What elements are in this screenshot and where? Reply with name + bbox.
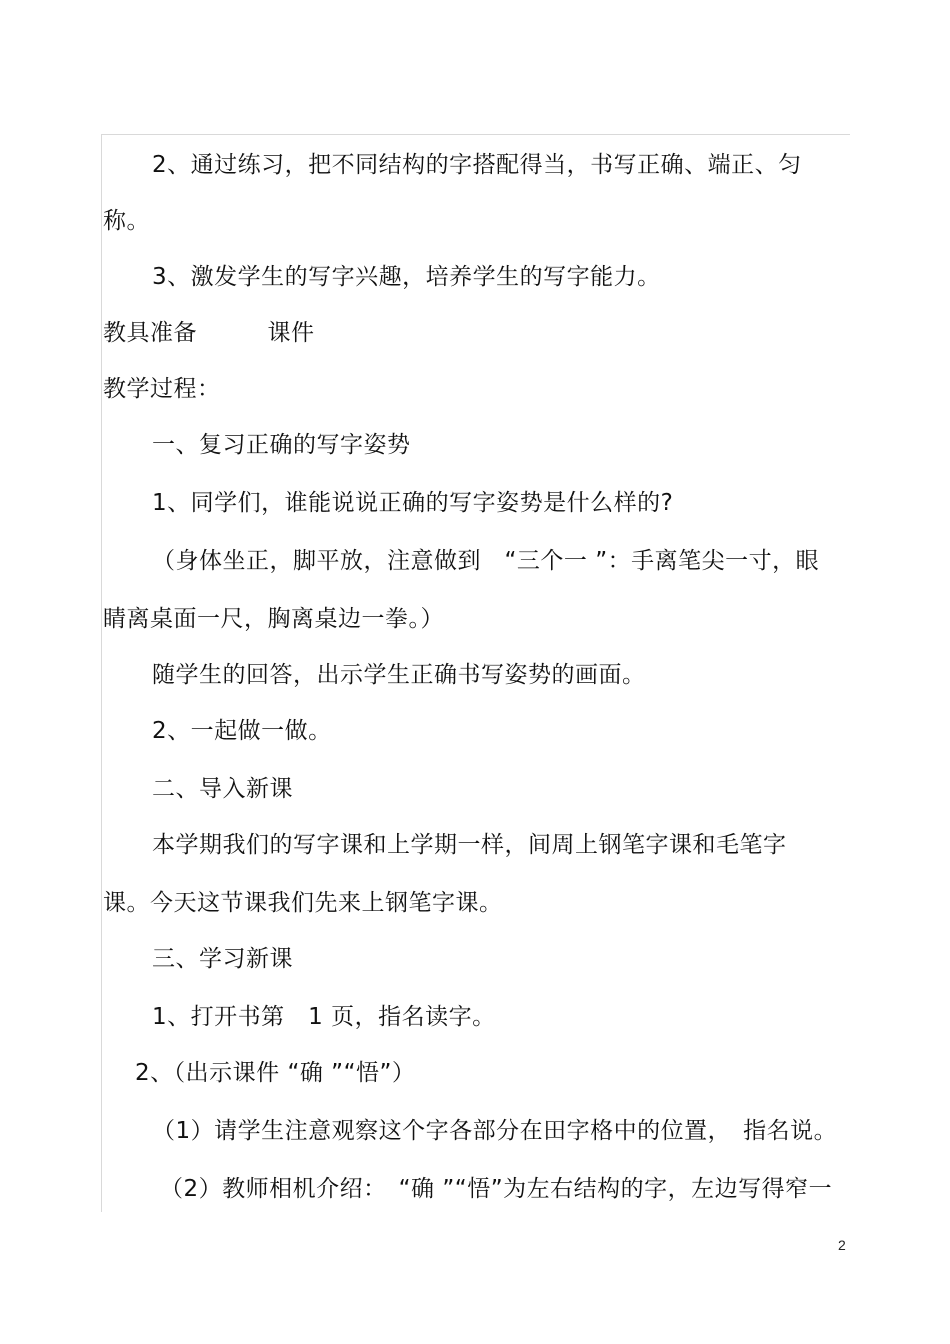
text-line: 3、激发学生的写字兴趣，培养学生的写字能力。 [152, 264, 661, 290]
page-number: 2 [838, 1237, 846, 1253]
page-top-rule [101, 134, 850, 135]
text-line: 睛离桌面一尺，胸离桌边一拳。） [103, 606, 444, 632]
text-line: 2、（出示课件 “确 ”“悟”） [135, 1060, 416, 1086]
text-line: （身体坐正，脚平放，注意做到 “三个一 ”：手离笔尖一寸，眼 [152, 548, 820, 574]
text-line: 1、同学们，谁能说说正确的写字姿势是什么样的? [152, 490, 674, 516]
text-line: 课。今天这节课我们先来上钢笔字课。 [103, 890, 503, 916]
text-line: 2、通过练习，把不同结构的字搭配得当，书写正确、端正、匀 [152, 152, 802, 178]
text-line: （1）请学生注意观察这个字各部分在田字格中的位置， 指名说。 [152, 1118, 838, 1144]
text-line: 本学期我们的写字课和上学期一样，间周上钢笔字课和毛笔字 [152, 832, 787, 858]
text-line: 称。 [103, 208, 150, 234]
text-line: 1、打开书第 1 页，指名读字。 [152, 1004, 496, 1030]
page-left-rule [101, 134, 102, 1212]
text-line: （2）教师相机介绍： “确 ”“悟”为左右结构的字，左边写得窄一 [160, 1176, 833, 1202]
text-line: 2、一起做一做。 [152, 718, 332, 744]
text-line: 教具准备 课件 [103, 320, 315, 346]
section-heading: 二、导入新课 [152, 776, 293, 802]
text-line: 教学过程： [103, 376, 221, 402]
section-heading: 三、学习新课 [152, 946, 293, 972]
section-heading: 一、复习正确的写字姿势 [152, 432, 411, 458]
text-line: 随学生的回答，出示学生正确书写姿势的画面。 [152, 662, 646, 688]
